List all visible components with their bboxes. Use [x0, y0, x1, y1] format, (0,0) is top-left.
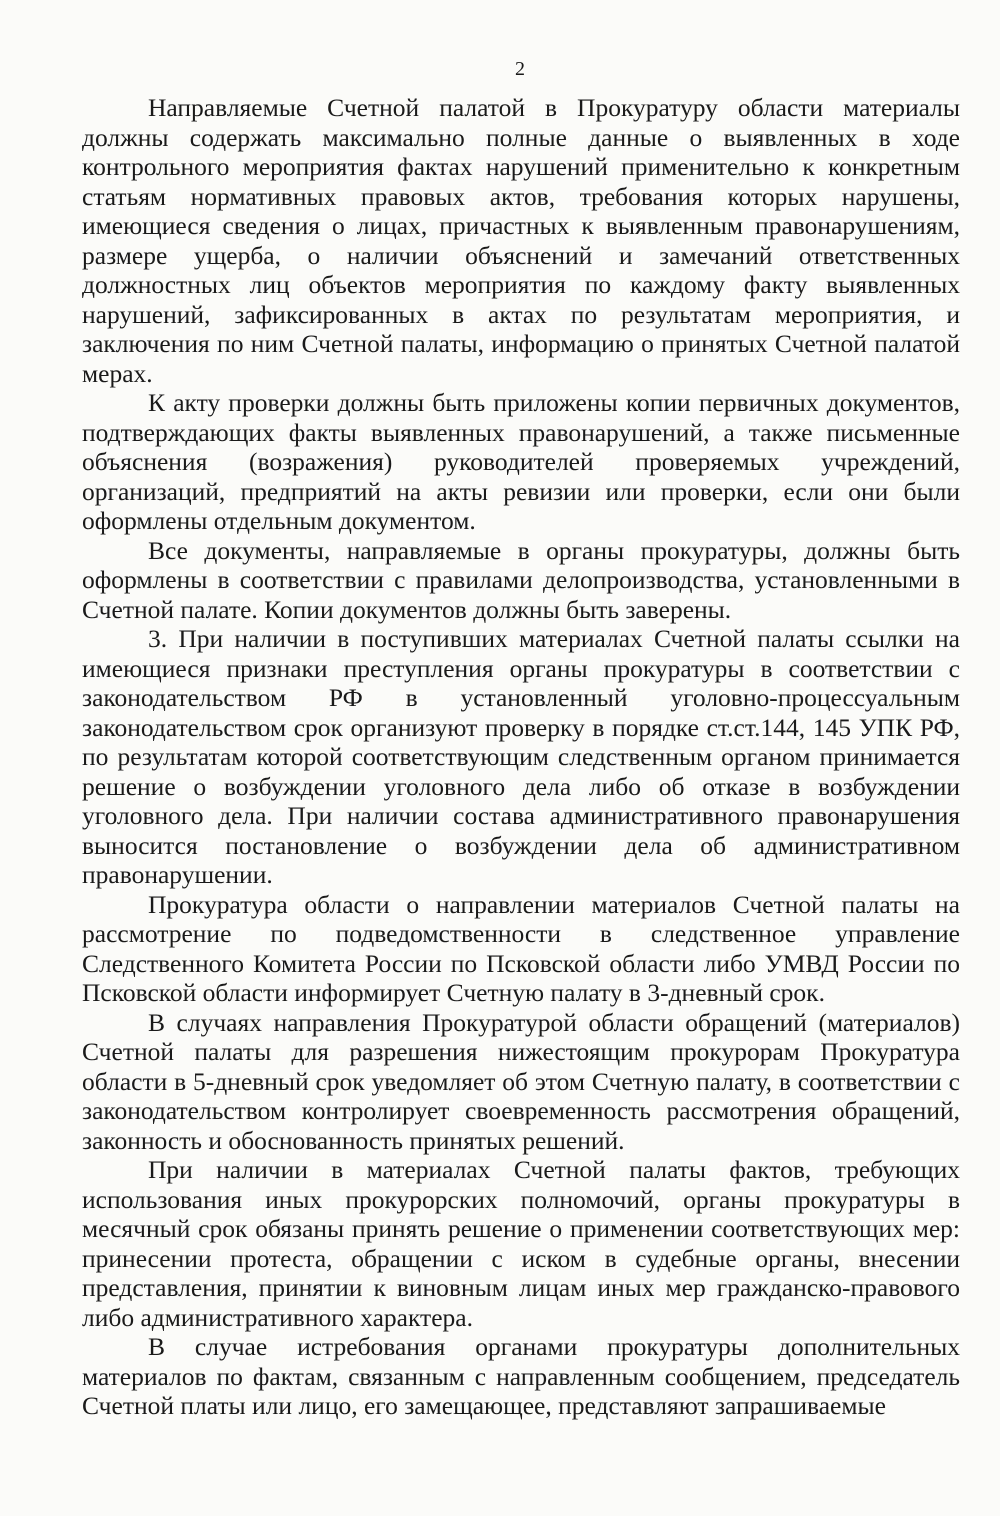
paragraph-documents-format: Все документы, направляемые в органы прокуратуры, должны быть оформлены в соответствии с правилами делопроизводства, установленными в Счетной палате. Копии документов должны быть заверены.: [82, 535, 960, 624]
paragraph-prosecutorial-powers: При наличии в материалах Счетной палаты фактов, требующих использования иных прокурорских полномочий, органы прокуратуры в месячный срок обязаны принять решение о применении соответствующих мер: принесении протеста, обращении с иском в судебные органы, внесении представления, принятии к виновным лицам иных мер гражданско-правового либо административного характера.: [82, 1155, 960, 1332]
paragraph-referral-notification: Прокуратура области о направлении материалов Счетной палаты на рассмотрение по подведомственности в следственное управление Следственного Комитета России по Псковской области либо УМВД России по Псковской области информирует Счетную палату в 3-дневный срок.: [82, 889, 960, 1007]
document-body: [82, 93, 960, 1421]
page-number: 2: [515, 58, 525, 80]
paragraph-additional-materials: В случае истребования органами прокуратуры дополнительных материалов по фактам, связанным с направленным сообщением, председатель Счетной платы или лицо, его замещающее, представляют запрашиваемые: [82, 1332, 960, 1420]
paragraph-act-attachments: К акту проверки должны быть приложены копии первичных документов, подтверждающих факты выявленных правонарушений, а также письменные объяснения (возражения) руководителей проверяемых учреждений, организаций, предприятий на акты ревизии или проверки, если они были оформлены отдельным документом.: [82, 388, 960, 535]
paragraph-lower-prosecutors: В случаях направления Прокуратурой области обращений (материалов) Счетной палаты для разрешения нижестоящим прокурорам Прокуратура области в 5-дневный срок уведомляет об этом Счетную палату, в соответствии с законодательством контролирует своевременность рассмотрения обращений, законность и обоснованность принятых решений.: [82, 1007, 960, 1155]
paragraph-section-3-crime-signs: 3. При наличии в поступивших материалах Счетной палаты ссылки на имеющиеся признаки преступления органы прокуратуры в соответствии с законодательством РФ в установленный уголовно-процессуальным законодательством срок организуют проверку в порядке ст.ст.144, 145 УПК РФ, по результатам которой соответствующим следственным органом принимается решение о возбуждении уголовного дела либо об отказе в возбуждении уголовного дела. При наличии состава административного правонарушения выносится постановление о возбуждении дела об административном правонарушении.: [82, 624, 960, 889]
paragraph-materials-content: Направляемые Счетной палатой в Прокуратуру области материалы должны содержать максимально полные данные о выявленных в ходе контрольного мероприятия фактах нарушений применительно к конкретным статьям нормативных правовых актов, требования которых нарушены, имеющиеся сведения о лицах, причастных к выявленным правонарушениям, размере ущерба, о наличии объяснений и замечаний ответственных должностных лиц объектов мероприятия по каждому факту выявленных нарушений, зафиксированных в актах по результатам мероприятия, и заключения по ним Счетной палаты, информацию о принятых Счетной палатой мерах.: [82, 93, 960, 388]
